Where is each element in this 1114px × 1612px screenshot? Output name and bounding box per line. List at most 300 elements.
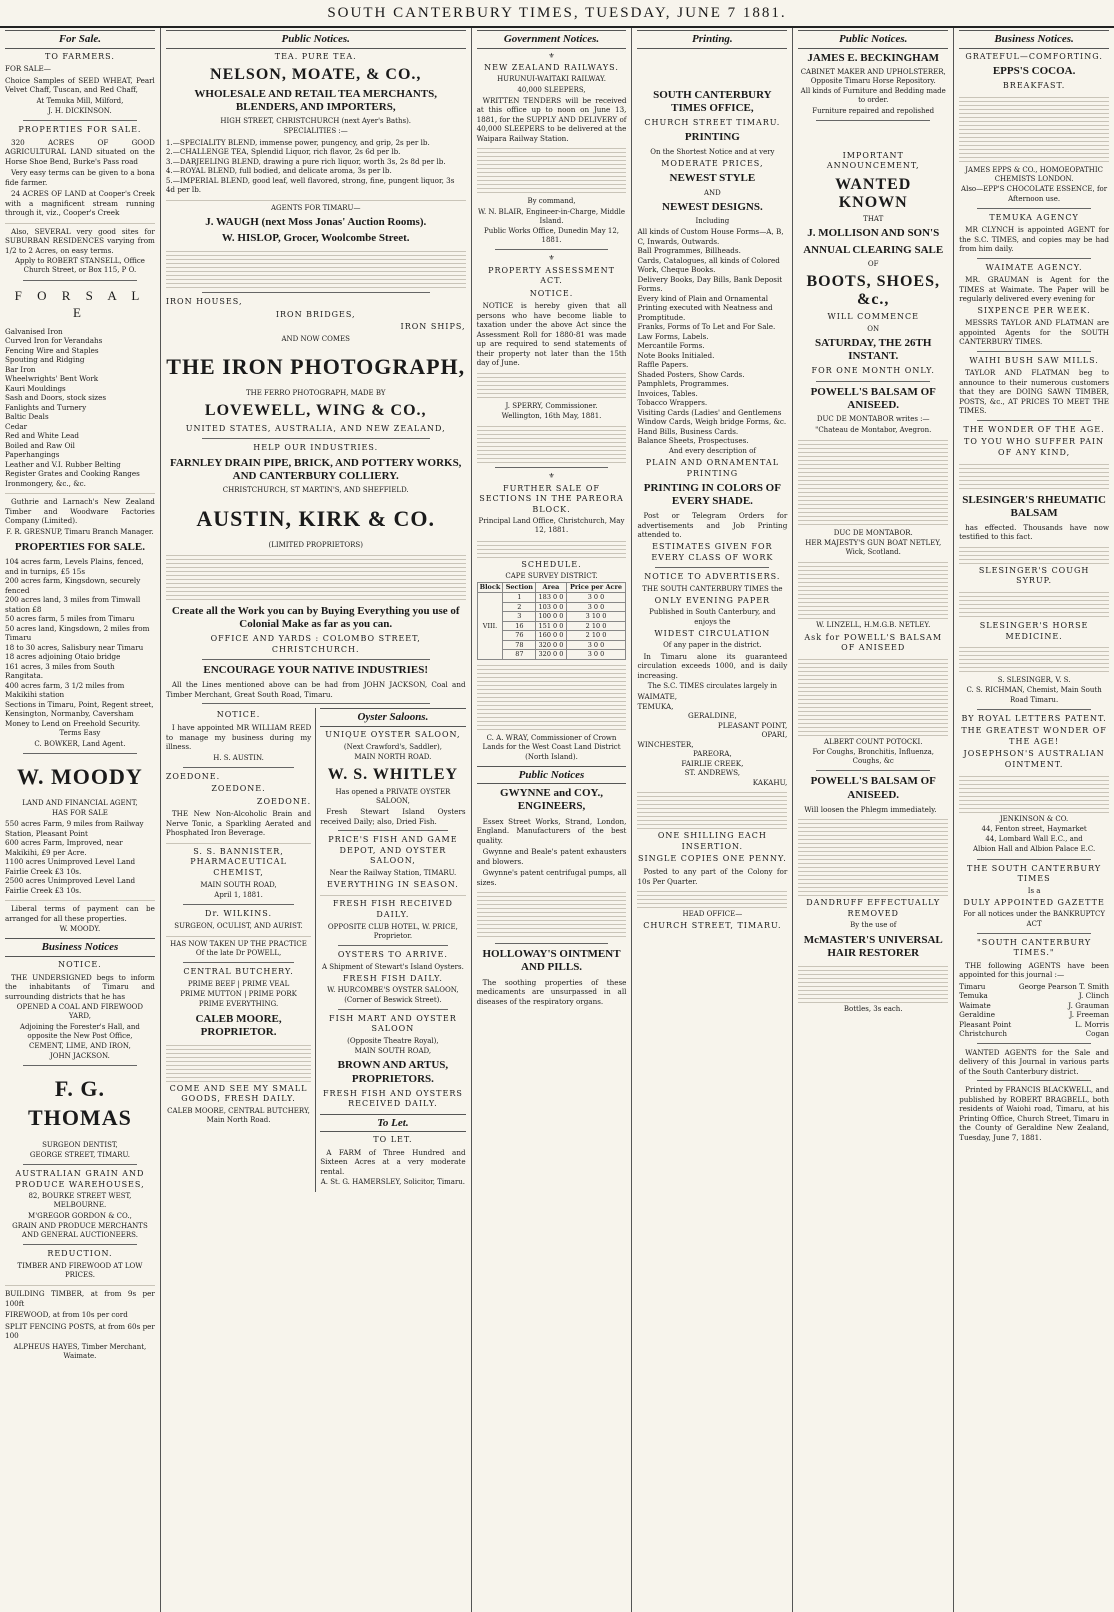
text-line: Near the Railway Station, TIMARU.	[329, 868, 457, 877]
divider	[183, 962, 293, 963]
block-heading: POWELL'S BALSAM OF ANISEED.	[810, 775, 936, 801]
list-item: Leather and V.I. Rubber Belting	[5, 459, 121, 469]
column-header-cell: Block	[477, 583, 503, 593]
text-line: For all notices under the BANKRUPTCY ACT	[963, 910, 1105, 928]
text-line: H. S. AUSTIN.	[213, 753, 264, 762]
text-line: DULY APPOINTED GAZETTE	[963, 897, 1105, 907]
table-header-row	[477, 583, 626, 593]
block-heading: PROPERTIES FOR SALE.	[14, 541, 145, 554]
text-line: Guthrie and Larnach's New Zealand Timber and Woodware Factories Company (Limited).	[5, 497, 155, 526]
pareora-sale	[477, 472, 627, 761]
list-item: Money to Lend on Freehold Security.	[5, 718, 141, 728]
list-item: 1100 acres Unimproved Level Land Fairlie Creek £3 10s.	[5, 857, 136, 876]
list-item: Red and White Lead	[5, 431, 80, 441]
text-line: WRITTEN TENDERS will be received at this office up to noon on June 13, 1881, for the SUPPLY AND DELIVERY of 40,000 SLEEPERS to be delivered at the Waipara Railway Station.	[476, 95, 627, 143]
divider	[202, 292, 430, 293]
divider	[816, 770, 930, 771]
reed-notice	[166, 710, 311, 762]
text-line: SPLIT FENCING POSTS, at from 60s per 100	[5, 1321, 155, 1341]
text-line: The soothing properties of these medicaments are unsurpassed in all diseases of the respiratory organs.	[476, 977, 627, 1006]
divider	[338, 945, 448, 946]
column-public-notices	[793, 28, 954, 1612]
text-line: FRESH FISH DAILY.	[342, 973, 443, 983]
table-cell: 3 0 0	[566, 640, 626, 650]
to-let	[320, 1135, 465, 1187]
list-item: Galvanised Iron	[5, 326, 63, 336]
divider	[338, 830, 448, 831]
text-line: NOTICE.	[529, 288, 574, 298]
text-line: HEAD OFFICE—	[682, 910, 743, 918]
table-cell: 183 0 0	[536, 592, 566, 602]
list-item: WINCHESTER,	[637, 739, 694, 749]
text-line: Of any paper in the district.	[663, 641, 762, 650]
text-line: A Shipment of Stewart's Island Oysters.	[321, 962, 464, 971]
block-heading: WAIHI BUSH SAW MILLS.	[969, 355, 1099, 365]
list-item: Tobacco Wrappers.	[637, 398, 708, 408]
agent-town: Pleasant Point	[959, 1019, 1012, 1029]
text-line: PRIME BEEF | PRIME VEAL	[187, 979, 290, 988]
list-item: WAIMATE,	[637, 692, 677, 702]
agent-town: Waimate	[959, 1000, 991, 1010]
text-line: Has opened a PRIVATE OYSTER SALOON,	[335, 787, 451, 805]
block-heading: NEW ZEALAND RAILWAYS.	[484, 62, 619, 72]
text-line: Essex Street Works, Strand, London, England. Manufacturers of the best quality.	[476, 816, 627, 845]
text-line: DUC DE MONTABOR writes :—	[816, 415, 930, 424]
text-line: A FARM of Three Hundred and Sixteen Acres at a very moderate rental.	[320, 1147, 466, 1176]
filler-text	[166, 248, 466, 288]
text-line: W. HURCOMBE'S OYSTER SALOON, (Corner of Beswick Street).	[327, 986, 459, 1004]
list-item: Invoices, Tables.	[637, 388, 698, 398]
advert-title: THE IRON PHOTOGRAPH,	[166, 353, 466, 379]
text-line: W. N. BLAIR, Engineer-in-Charge, Middle Island.	[477, 207, 626, 225]
agent-row	[959, 982, 1109, 992]
list-item: Ball Programmes, Billheads.	[637, 246, 741, 256]
text-line: W. S. WHITLEY	[327, 766, 459, 783]
block-heading: ENCOURAGE YOUR NATIVE INDUSTRIES!	[203, 664, 429, 677]
text-line: AND NOW COMES	[281, 334, 350, 343]
text-line: LOVEWELL, WING & CO.,	[204, 402, 427, 420]
table-cell: 2 10 0	[566, 621, 626, 631]
text-line: DANDRUFF EFFECTUALLY REMOVED	[806, 898, 941, 918]
text-line: On the Shortest Notice and at very	[650, 147, 775, 156]
divider	[202, 659, 430, 660]
text-line: By the use of	[850, 921, 897, 930]
properties-stansell	[5, 125, 155, 276]
divider	[495, 249, 609, 250]
text-line: WANTED AGENTS for the Sale and delivery of this Journal in various parts of the South Canterbury district.	[959, 1047, 1110, 1076]
block-heading: PROPERTIES FOR SALE.	[18, 125, 142, 135]
properties-bowker	[5, 557, 155, 748]
text-line: WIDEST CIRCULATION	[654, 628, 771, 638]
text-line: ONLY EVENING PAPER	[654, 595, 771, 605]
list-item: Spouting and Ridging	[5, 355, 85, 365]
block-heading: GWYNNE and COY., ENGINEERS,	[500, 787, 603, 813]
agent-name: L. Morris	[1075, 1019, 1110, 1029]
text-line: OPPOSITE CLUB HOTEL, W. PRICE, Proprietor.	[327, 922, 458, 940]
text-line: BREAKFAST.	[1002, 81, 1066, 91]
text-line: has effected. Thousands have now testified to this fact.	[959, 522, 1110, 542]
agents-list	[959, 938, 1109, 1039]
divider	[977, 859, 1091, 860]
text-line: Furniture repaired and repolished	[812, 106, 935, 115]
list-item: Ironmongery, &c., &c.	[5, 478, 86, 488]
text-line: CHURCH STREET, TIMARU.	[643, 921, 782, 931]
text-line: 40,000 SLEEPERS,	[517, 85, 586, 94]
column-header-cell: Section	[503, 583, 536, 593]
divider	[202, 438, 430, 439]
coat-of-arms-icon: ⚜	[548, 254, 555, 263]
table-cell: 3 10 0	[566, 612, 626, 622]
agent-town: Temuka	[959, 991, 988, 1001]
text-line: CABINET MAKER AND UPHOLSTERER, Opposite Timaru Horse Repository.	[800, 67, 946, 85]
text-line: CHURCH STREET TIMARU.	[644, 117, 781, 127]
thomas-dentist	[5, 1074, 155, 1160]
text-line: LAND AND FINANCIAL AGENT,	[22, 798, 138, 807]
text-line: AND	[703, 188, 721, 197]
balsam-aniseed-second	[798, 775, 948, 1014]
text-line: THE following AGENTS have been appointed for this journal :—	[959, 960, 1110, 980]
text-line: NEWEST DESIGNS.	[662, 200, 763, 213]
divider	[23, 280, 137, 281]
list-item: Mercantile Forms.	[637, 341, 705, 351]
agent-name: J. Clinch	[1078, 991, 1110, 1001]
filler-text	[798, 816, 948, 896]
block-heading: THE SOUTH CANTERBURY TIMES	[967, 863, 1102, 884]
text-line: HIGH STREET, CHRISTCHURCH (next Ayer's Baths).	[220, 117, 412, 126]
list-item: Franks, Forms of To Let and For Sale.	[637, 322, 776, 332]
sub-header: Business Notices	[5, 938, 155, 957]
text-line: SPECIALITIES :—	[283, 127, 348, 136]
zoedone-advert	[166, 772, 311, 900]
list-item: PLEASANT POINT,	[717, 720, 788, 730]
block-heading: THE WONDER OF THE AGE.	[963, 424, 1105, 434]
newspaper-columns	[0, 28, 1114, 1612]
text-line: HAS NOW TAKEN UP THE PRACTICE Of the late Dr POWELL,	[170, 939, 307, 958]
grain-warehouses	[5, 1169, 155, 1240]
text-line: 320 ACRES OF GOOD AGRICULTURAL LAND situated on the Horse Shoe Bend, Burke's Pass road	[5, 137, 155, 166]
list-item: Delivery Books, Day Bills, Bank Deposit Forms.	[637, 274, 783, 294]
list-item: GERALDINE,	[687, 711, 737, 721]
text-line: CALEB MOORE, CENTRAL BUTCHERY, Main North Road.	[167, 1106, 310, 1125]
column-printing	[632, 28, 793, 1612]
list-item: KAKAHU,	[752, 777, 788, 787]
text-line: Gwynne's patent centrifugal pumps, all sizes.	[476, 868, 627, 887]
divider	[183, 904, 293, 905]
block-heading: BY ROYAL LETTERS PATENT.	[961, 713, 1107, 723]
divider	[977, 208, 1091, 209]
list-item: Every kind of Plain and Ornamental Printing executed with Neatness and Promptitude.	[637, 293, 773, 322]
text-line: MR CLYNCH is appointed AGENT for the S.C. TIMES, and copies may be had from him daily.	[959, 225, 1110, 254]
table-cell: 160 0 0	[536, 631, 566, 641]
column-government-notices	[472, 28, 633, 1612]
text-line: McMASTER'S UNIVERSAL HAIR RESTORER	[803, 933, 943, 959]
text-line: FARNLEY DRAIN PIPE, BRICK, AND POTTERY WORKS, AND CANTERBURY COLLIERY.	[169, 456, 462, 483]
tea-advert	[166, 52, 466, 289]
text-line: OPENED A COAL AND FIREWOOD YARD,	[16, 1003, 144, 1021]
list-item: 400 acres farm, 3 1/2 miles from Makikihi station	[5, 680, 125, 700]
text-line: 44, Lombard Wall E.C., and	[985, 835, 1083, 844]
column-header: Printing.	[637, 30, 787, 49]
text-line: Ask for POWELL'S BALSAM OF ANISEED	[804, 632, 943, 653]
notice-to-advertisers	[637, 572, 787, 932]
masthead	[0, 0, 1114, 28]
text-line: Posted to any part of the Colony for 10s Per Quarter.	[637, 867, 788, 886]
text-line: 82, BOURKE STREET WEST, MELBOURNE.	[28, 1192, 132, 1210]
text-line: In Timaru alone its guaranteed circulation exceeds 1000, and is daily increasing.	[637, 651, 788, 680]
list-item: Sash and Doors, stock sizes	[5, 393, 107, 403]
divider	[23, 1164, 137, 1165]
split-right	[316, 708, 465, 1191]
list-item: 600 acres Farm, Improved, near Makikihi, £9 per Acre.	[5, 838, 123, 857]
text-line: NEWEST STYLE	[669, 172, 756, 185]
mollison-sale	[798, 151, 948, 377]
block-heading: ZOEDONE.	[165, 771, 221, 781]
text-line: JOSEPHSON'S AUSTRALIAN OINTMENT.	[963, 749, 1105, 770]
agent-row	[959, 1001, 1109, 1011]
block-heading: HELP OUR INDUSTRIES.	[253, 443, 379, 453]
filler-text	[798, 656, 948, 736]
text-line: FOR ONE MONTH ONLY.	[811, 366, 935, 376]
agent-row	[959, 1020, 1109, 1030]
filler-text	[477, 662, 627, 732]
table-cell: 16	[503, 621, 536, 631]
text-line: J. SPERRY, Commissioner.	[505, 401, 598, 410]
divider	[23, 753, 137, 754]
filler-text	[959, 773, 1109, 813]
list-item: OPARI,	[761, 730, 788, 740]
column-header-cell: Area	[536, 583, 566, 593]
text-line: DUC DE MONTABOR.	[833, 528, 913, 537]
text-line: THE GREATEST WONDER OF THE AGE!	[961, 726, 1107, 746]
list-item: Boiled and Raw Oil	[5, 440, 75, 450]
text-line: JAMES EPPS & CO., HOMOEOPATHIC CHEMISTS LONDON.	[965, 165, 1103, 184]
list-item: Balance Sheets, Prospectuses.	[637, 436, 749, 446]
text-line: SURGEON, OCULIST, AND AURIST.	[174, 921, 303, 930]
text-line: TO YOU WHO SUFFER PAIN OF ANY KIND,	[963, 437, 1105, 458]
temuka-agency	[959, 213, 1109, 254]
sub-header: To Let.	[320, 1114, 465, 1133]
josephson-ointment	[959, 714, 1109, 855]
waimate-agency	[959, 263, 1109, 347]
text-line: SCHEDULE.	[521, 559, 582, 569]
divider	[655, 567, 769, 568]
list-item: 5.—IMPERIAL BLEND, good leaf, well flavored, strong, fine, pungent liquor, 3s 4d per lb.	[165, 175, 455, 194]
text-line: TIMBER AND FIREWOOD AT LOW PRICES.	[17, 1261, 143, 1280]
table-row	[477, 592, 626, 602]
text-line: At Temuka Mill, Milford,	[36, 96, 124, 105]
filler-text	[959, 461, 1109, 491]
column-header: Business Notices.	[959, 30, 1109, 49]
text-line: FRESH FISH RECEIVED DAILY.	[332, 899, 453, 920]
text-line: "Chateau de Montabor, Avegron.	[815, 425, 932, 434]
filler-text	[637, 888, 787, 908]
text-line: EPPS'S COCOA.	[992, 65, 1076, 78]
text-line: A. St. G. HAMERSLEY, Solicitor, Timaru.	[320, 1178, 466, 1187]
text-line: JOHN JACKSON.	[49, 1052, 110, 1061]
text-line: Including	[695, 217, 730, 226]
text-line: EVERYTHING IN SEASON.	[327, 879, 459, 889]
coat-of-arms-icon: ⚜	[548, 472, 555, 481]
column-public-notices-wide	[161, 28, 472, 1612]
coat-of-arms-icon: ⚜	[548, 51, 555, 60]
text-line: IRON HOUSES,	[165, 297, 243, 307]
filler-text	[166, 840, 311, 845]
filler-text	[959, 94, 1109, 164]
list-item: Shaded Posters, Show Cards.	[637, 369, 745, 379]
agent-name: J. Freeman	[1069, 1010, 1110, 1020]
text-line: Is a	[1027, 886, 1041, 895]
list-item: 200 acres farm, Kingsdown, securely fenced	[5, 576, 141, 595]
divider	[816, 381, 930, 382]
table-cell: 2 10 0	[566, 631, 626, 641]
text-line: J. MOLLISON AND SON'S	[807, 227, 940, 240]
masthead-title: SOUTH CANTERBURY TIMES, TUESDAY, JUNE 7 1881.	[327, 5, 787, 21]
list-item: 50 acres land, Kingsdown, 2 miles from Timaru	[5, 623, 150, 643]
filler-text	[477, 423, 627, 463]
text-line: FRESH FISH AND OYSTERS RECEIVED DAILY.	[322, 1088, 463, 1109]
sub-header: Oyster Saloons.	[320, 708, 465, 727]
text-line: Principal Land Office, Christchurch, May 12, 1881.	[478, 517, 625, 535]
list-item: 2500 acres Unimproved Level Land Fairlie Creek £3 10s.	[5, 876, 136, 895]
text-line: NOTICE is hereby given that all persons who have become liable to taxation under the above Act since the Assessment Roll for 1880-81 was made up are required to send statements of their property not later than the 15th day of June.	[476, 301, 627, 368]
filler-text	[166, 1042, 311, 1082]
list-item: 200 acres land, 3 miles from Timwall station £8	[5, 595, 141, 614]
text-line: ALPHEUS HAYES, Timber Merchant, Waimate.	[13, 1342, 147, 1360]
table-cell: 320 0 0	[536, 640, 566, 650]
native-industries	[166, 664, 466, 699]
text-line: J. WAUGH (next Moss Jonas' Auction Rooms).	[205, 215, 427, 228]
unique-oyster-saloon	[320, 730, 465, 826]
block-heading: TEMUKA AGENCY	[989, 212, 1079, 222]
filler-text	[166, 552, 466, 602]
text-line: April 1, 1881.	[214, 890, 263, 899]
divider	[495, 943, 609, 944]
text-line: Also, SEVERAL very good sites for SUBURBAN RESIDENCES varying from 1/2 to 2 Acres, on easy terms.	[5, 226, 155, 255]
divider	[977, 351, 1091, 352]
text-line: And every description of	[668, 446, 756, 455]
divider	[23, 1065, 137, 1066]
farmers-notice	[5, 52, 155, 117]
text-line: WHOLESALE AND RETAIL TEA MERCHANTS, BLENDERS, AND IMPORTERS,	[194, 87, 437, 113]
block-heading: SOUTH CANTERBURY TIMES OFFICE,	[653, 88, 772, 114]
divider	[977, 1080, 1091, 1081]
list-item: 50 acres farm, 5 miles from Timaru	[5, 614, 135, 624]
text-line: Bottles, 3s each.	[843, 1005, 903, 1014]
list-item: FAIRLIE CREEK,	[681, 758, 744, 768]
list-item: Raffle Papers.	[637, 360, 689, 370]
list-item: 550 acres Farm, 9 miles from Railway Station, Pleasant Point	[5, 819, 144, 838]
list-item: 104 acres farm, Levels Plains, fenced, and in turnips, £5 15s	[5, 557, 144, 576]
divider	[977, 933, 1091, 934]
central-butchery	[166, 967, 311, 1125]
text-line: ZOEDONE.	[211, 784, 266, 794]
text-line: PRINTING IN COLORS OF EVERY SHADE.	[643, 482, 781, 508]
block-heading: NOTICE TO ADVERTISERS.	[644, 572, 781, 582]
text-line: PLAIN AND ORNAMENTAL PRINTING	[645, 457, 780, 478]
table-cell: 78	[503, 640, 536, 650]
agent-name: Cogan	[1085, 1029, 1110, 1039]
text-line: GEORGE STREET, TIMARU.	[29, 1150, 130, 1159]
jackson-notice	[5, 960, 155, 1061]
text-line: 24 ACRES OF LAND at Cooper's Creek with a magnificent stream running through it, viz., Cooper's Creek	[5, 189, 155, 218]
text-line: THE FERRO PHOTOGRAPH, MADE BY	[245, 389, 386, 398]
filler-text	[477, 370, 627, 400]
text-line: Choice Samples of SEED WHEAT, Pearl Velvet Chaff, Tuscan, and Red Chaff,	[5, 75, 155, 95]
text-line: SLESINGER'S RHEUMATIC BALSAM	[962, 493, 1106, 519]
divider	[816, 120, 930, 121]
list-item: Kauri Mouldings	[5, 383, 66, 393]
list-item: Sections in Timaru, Point, Regent street, Kensington, Normanby, Caversham	[5, 699, 154, 719]
waihi-saw-mills	[959, 356, 1109, 416]
iron-photograph	[166, 297, 466, 434]
filler-text	[798, 437, 948, 527]
text-line: Also—EPP'S CHOCOLATE ESSENCE, for Afternoon use.	[961, 185, 1108, 203]
list-item: Curved Iron for Verandahs	[5, 336, 103, 346]
column-header-cell: Price per Acre	[566, 583, 626, 593]
text-line: CHRISTCHURCH, ST MARTIN'S, AND SHEFFIELD.	[222, 486, 409, 495]
block-heading: JAMES E. BECKINGHAM	[807, 51, 940, 64]
list-item: Cedar	[5, 421, 28, 431]
block-heading: NOTICE.	[58, 960, 102, 969]
filler-text	[5, 1282, 155, 1287]
text-line: W. MOODY.	[59, 925, 101, 934]
text-line: ESTIMATES GIVEN FOR EVERY CLASS OF WORK	[651, 541, 774, 562]
text-line: BUILDING TIMBER, at from 9s per 100ft	[5, 1289, 155, 1308]
divider	[977, 420, 1091, 421]
beckingham-advert	[798, 52, 948, 116]
text-line: Adjoining the Forester's Hall, and opposite the New Post Office,	[19, 1022, 140, 1040]
property-assessment	[477, 254, 627, 463]
text-line: FIREWOOD, at from 10s per cord	[5, 1310, 128, 1320]
block-heading: WAIMATE AGENCY.	[985, 262, 1083, 272]
text-line: (LIMITED PROPRIETORS)	[268, 540, 363, 549]
text-line: By command,	[527, 197, 576, 206]
text-line: MR. GRAUMAN is Agent for the TIMES at Waimate. The Paper will be regularly delivered every evening for	[959, 275, 1110, 304]
text-line: ON	[867, 324, 880, 333]
text-line: THE UNDERSIGNED begs to inform the inhabitants of Timaru and surrounding districts that he has	[5, 972, 155, 1001]
text-line: ANNUAL CLEARING SALE	[803, 243, 944, 256]
split-left	[166, 708, 316, 1191]
gwynne-engineers	[477, 787, 627, 939]
list-item: Register Grates and Cooking Ranges	[5, 469, 140, 479]
text-line: CAPE SURVEY DISTRICT.	[505, 572, 598, 581]
filler-text	[637, 789, 787, 829]
text-line: Gwynne and Beale's patent exhausters and blowers.	[476, 847, 627, 866]
text-line: Apply to ROBERT STANSELL, Office Church Street, or Box 115, P O.	[14, 257, 145, 275]
agent-row	[959, 1029, 1109, 1039]
text-line: J. H. DICKINSON.	[48, 106, 112, 115]
divider	[338, 1009, 448, 1010]
list-item: 3.—DARJEELING BLEND, drawing a pure rich liquor, worth 3s, 2s 8d per lb.	[165, 156, 446, 166]
text-line: (Opposite Theatre Royal),	[347, 1036, 439, 1045]
block-heading: GRATEFUL—COMFORTING.	[965, 51, 1103, 61]
divider	[23, 120, 137, 121]
advert-title: NELSON, MOATE, & CO.,	[210, 66, 422, 84]
slesinger-advert	[959, 425, 1109, 705]
text-line: Create all the Work you can by Buying Everything you use of Colonial Make as far as you can.	[171, 604, 460, 630]
filler-text	[5, 897, 155, 902]
text-line: SINGLE COPIES ONE PENNY.	[637, 854, 787, 864]
list-item: 18 acres adjoining Otaio bridge	[5, 652, 121, 662]
text-line: PRINTING	[684, 131, 740, 144]
agent-row	[959, 1010, 1109, 1020]
table-cell: 100 0 0	[536, 612, 566, 622]
text-line: THE New Non-Alcoholic Brain and Nerve Tonic, a Sparkling Aerated and Phosphated Iron Beverage.	[165, 809, 312, 838]
list-item: Cards, Catalogues, all kinds of Colored Work, Cheque Books.	[637, 255, 780, 275]
block-heading: POWELL'S BALSAM OF ANISEED.	[810, 385, 936, 412]
table-cell: 76	[503, 631, 536, 641]
text-line: HURUNUI-WAITAKI RAILWAY.	[497, 75, 606, 84]
